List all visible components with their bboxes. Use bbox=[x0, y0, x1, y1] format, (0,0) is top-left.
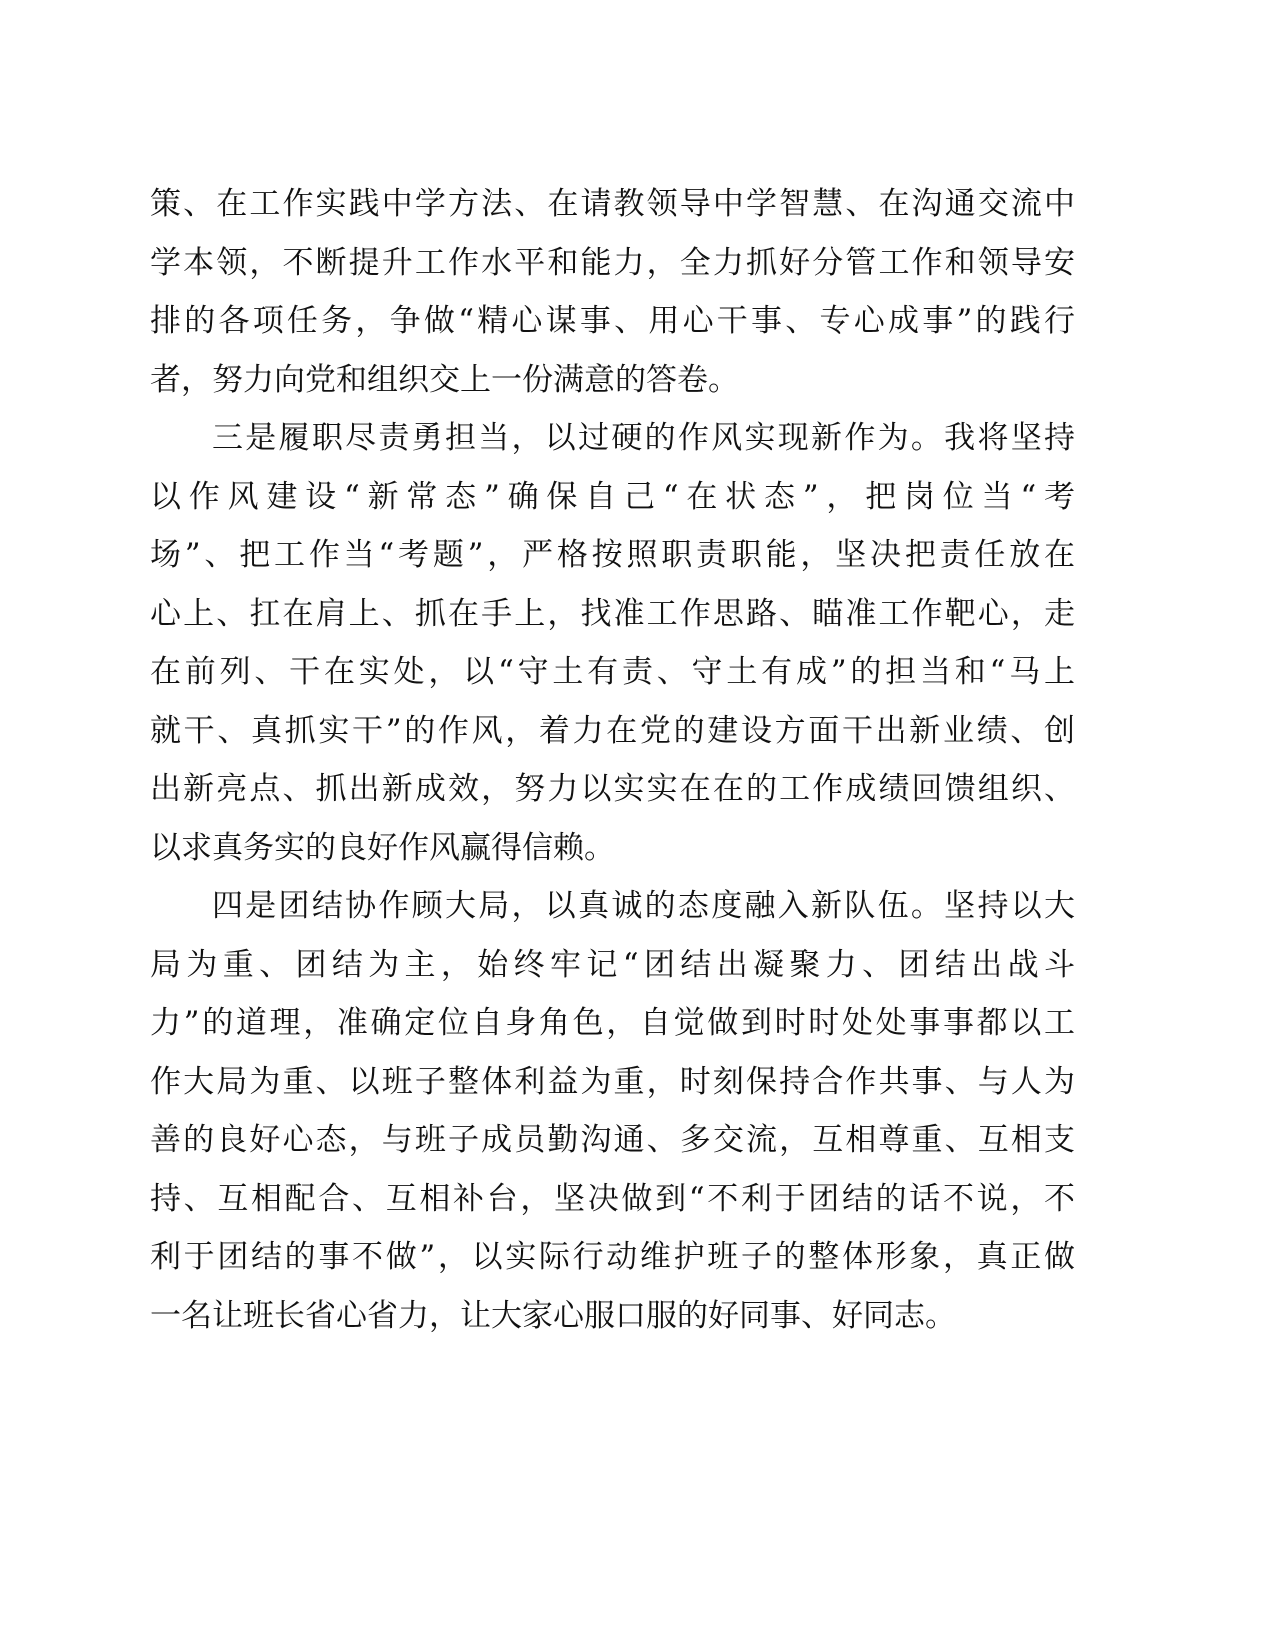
text-line: 以作风建设“新常态”确保自己“在状态”，把岗位当“考 bbox=[150, 478, 1075, 515]
text-line: 力”的道理，准确定位自身角色，自觉做到时时处处事事都以工 bbox=[150, 1005, 1075, 1041]
text-line: 排的各项任务，争做“精心谋事、用心干事、专心成事”的践行 bbox=[150, 303, 1075, 339]
text-line: 就干、真抓实干”的作风，着力在党的建设方面干出新业绩、创 bbox=[150, 712, 1075, 749]
paragraph-continuation bbox=[150, 175, 1075, 409]
text-line: 者，努力向党和组织交上一份满意的答卷。 bbox=[150, 361, 739, 398]
text-line: 以求真务实的良好作风赢得信赖。 bbox=[150, 829, 615, 866]
text-line: 学本领，不断提升工作水平和能力，全力抓好分管工作和领导安 bbox=[150, 244, 1075, 281]
text-line: 持、互相配合、互相补台，坚决做到“不利于团结的话不说，不 bbox=[150, 1180, 1075, 1217]
text-line: 作大局为重、以班子整体利益为重，时刻保持合作共事、与人为 bbox=[150, 1063, 1075, 1100]
document-body bbox=[150, 175, 1075, 1345]
text-line: 局为重、团结为主，始终牢记“团结出凝聚力、团结出战斗 bbox=[150, 946, 1075, 983]
text-line: 在前列、干在实处，以“守土有责、守土有成”的担当和“马上 bbox=[150, 654, 1075, 690]
text-line: 场”、把工作当“考题”，严格按照职责职能，坚决把责任放在 bbox=[150, 537, 1075, 573]
paragraph-point-three bbox=[150, 409, 1075, 877]
paragraph-point-four bbox=[150, 877, 1075, 1345]
text-line: 策、在工作实践中学方法、在请教领导中学智慧、在沟通交流中 bbox=[150, 186, 1075, 222]
text-line: 利于团结的事不做”，以实际行动维护班子的整体形象，真正做 bbox=[150, 1239, 1075, 1275]
text-line: 善的良好心态，与班子成员勤沟通、多交流，互相尊重、互相支 bbox=[150, 1122, 1075, 1158]
text-line: 一名让班长省心省力，让大家心服口服的好同事、好同志。 bbox=[150, 1297, 956, 1334]
text-line: 三是履职尽责勇担当，以过硬的作风实现新作为。我将坚持 bbox=[212, 420, 1075, 456]
text-line: 四是团结协作顾大局，以真诚的态度融入新队伍。坚持以大 bbox=[212, 888, 1075, 924]
text-line: 出新亮点、抓出新成效，努力以实实在在的工作成绩回馈组织、 bbox=[150, 771, 1075, 807]
text-line: 心上、扛在肩上、抓在手上，找准工作思路、瞄准工作靶心，走 bbox=[150, 595, 1075, 632]
